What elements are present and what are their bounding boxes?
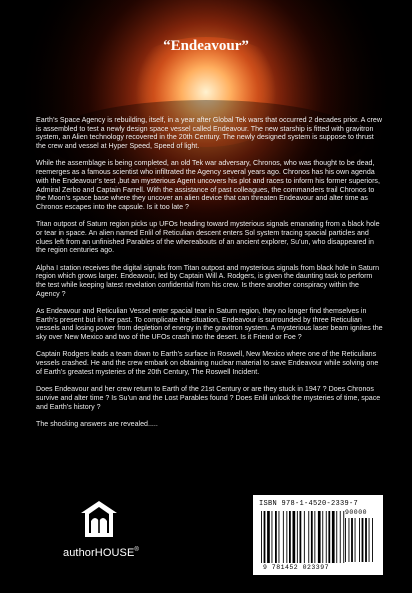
barcode-bar [297,511,298,563]
barcode-addon-bar [365,518,367,562]
synopsis-paragraph: Titan outpost of Saturn region picks up UFOs heading toward mysterious signals emanating from a black hole or tear in space. An alien named Enlil of Reticulian descent enters Sol system tracing spacial particles and clues left from an unfinished Parables of the whereabouts of an ancient explorer, Su’un, who disappeared in the region centuries ago. [36,220,380,255]
barcode-bar [275,511,277,563]
barcode-digits: 9 781452 023397 [263,564,330,571]
barcode-bar [272,511,273,563]
barcode-bar [332,511,335,563]
synopsis-paragraph: The shocking answers are revealed..... [36,419,158,428]
synopsis-paragraph: As Endeavour and Reticulian Vessel enter spacial tear in Saturn region, they no longer find themselves in Earth’s present but in her past. To complicate the situation, Endeavour is surrounded by three Reticulian vessels and losing power from depletion of energy in the gravitron system. A mysterious laser beam ignites the sky over New Mexico and two of the UFOs crash into the desert. Is it Friend or Foe ? [36,307,383,342]
barcode-bar [264,511,266,563]
barcode-bar [318,511,321,563]
book-title: “Endeavour” [163,38,249,54]
barcode-bar [261,511,262,563]
barcode-bar [314,511,315,563]
publisher-name: authorHOUSE® [63,547,139,559]
barcode-addon-bar [369,518,370,562]
barcode-bar [328,511,330,563]
barcode-bars [253,495,383,575]
barcode-bar [279,511,280,563]
publisher-logo [63,497,153,567]
synopsis-paragraph: Earth’s Space Agency is rebuilding, itself, in a year after Global Tek wars that occurred 2 decades prior. A crew is assembled to test a newly design space vessel called Endeavour. The new starship is fitted with gravitron system, an Alien technology recovered in the 20th Century. The newly designed system is suppose to thrust the crew and vessel at Hyper Speed, Speed of light. [36,116,382,151]
barcode-bar [286,511,287,563]
addon-digits: 90000 [345,509,368,516]
barcode-addon-bar [355,518,356,562]
author-house-logo-icon [77,497,121,541]
barcode-bar [336,511,337,563]
barcode-bar [283,511,284,563]
synopsis-paragraph: Alpha I station receives the digital signals from Titan outpost and mysterious signals from black hole in Saturn region which grows larger. Endeavour, led by Captain Will A. Rodgers, is given the daunting task to perform the test while keeping latest revelation confidential from his crew. Is there another conspiracy within the Agency ? [36,263,380,298]
barcode-bar [322,511,323,563]
barcode-addon-bar [362,518,364,562]
barcode-addon-bar [359,518,360,562]
barcode-bar [289,511,291,563]
synopsis-paragraph: While the assemblage is being completed, an old Tek war adversary, Chronos, who was thought to be dead, reemerges as a famous scientist who infiltrated the Agency several years ago. Chronos has his own agenda with the Endeavour’s test ,but an mysterious Agent uncovers his plot and races to inform his former superiors, Admiral Zerbo and Captain Farrell. With the assistance of past colleagues, the commanders trail Chronos to the Moon’s space base where they uncover an alien device that can threaten Endeavour and alter time as Chronos escapes into the capsule. Is it too late ? [36,159,380,211]
isbn-label: ISBN 978-1-4520-2339-7 [259,500,359,508]
synopsis [36,116,384,437]
barcode-bar [267,511,270,563]
barcode-addon-bar [372,518,373,562]
barcode-bar [300,511,302,563]
barcode-bar [343,511,344,563]
synopsis-paragraph: Captain Rodgers leads a team down to Earth’s surface in Roswell, New Mexico where one of the Reticulians vessels crashed. He and the crew embark on obtaining nuclear material to save Endeavour while solving one of Earth’s greatest mysteries of the 20th Century, The Roswell Incident. [36,350,379,376]
barcode-bar [308,511,309,563]
barcode-addon-bar [349,518,350,562]
barcode-addon-bar [351,518,353,562]
barcode-bar [326,511,327,563]
barcode-bar [293,511,296,563]
barcode-addon-bar [345,518,346,562]
synopsis-paragraph: Does Endeavour and her crew return to Earth of the 21st Century or are they stuck in 1947 ? Does Chronos survive and alter time ? Is Su’un and the Lost Parables found ? Does Enlil unlock the mysteries of time, space and Earth’s history ? [36,385,381,411]
isbn-barcode [253,495,383,575]
barcode-bar [340,511,341,563]
barcode-bar [311,511,313,563]
barcode-bar [304,511,305,563]
